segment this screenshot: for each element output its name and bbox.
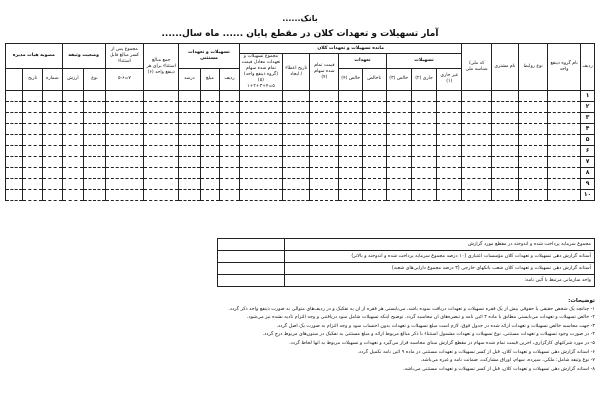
table-cell[interactable] bbox=[462, 157, 491, 168]
table-cell[interactable] bbox=[62, 179, 84, 190]
table-cell[interactable] bbox=[491, 102, 518, 113]
table-cell[interactable] bbox=[437, 179, 462, 190]
table-cell[interactable] bbox=[220, 135, 240, 146]
table-cell[interactable] bbox=[239, 135, 282, 146]
table-cell[interactable] bbox=[548, 135, 581, 146]
table-cell[interactable] bbox=[6, 168, 23, 179]
table-cell[interactable] bbox=[519, 179, 548, 190]
table-cell[interactable] bbox=[283, 102, 310, 113]
summary-value-field[interactable] bbox=[218, 263, 285, 275]
table-cell[interactable] bbox=[339, 91, 362, 102]
header-board-date: تاریخ bbox=[23, 68, 43, 90]
table-row bbox=[6, 190, 595, 201]
table-cell[interactable] bbox=[23, 91, 43, 102]
summary-row bbox=[218, 263, 595, 275]
table-cell[interactable] bbox=[462, 179, 491, 190]
table-cell[interactable] bbox=[362, 102, 386, 113]
table-cell[interactable] bbox=[548, 102, 581, 113]
table-cell[interactable] bbox=[220, 168, 240, 179]
table-cell[interactable] bbox=[437, 168, 462, 179]
table-cell[interactable] bbox=[200, 135, 220, 146]
table-cell[interactable] bbox=[548, 146, 581, 157]
table-cell[interactable] bbox=[519, 91, 548, 102]
table-cell[interactable] bbox=[283, 168, 310, 179]
table-cell[interactable] bbox=[239, 179, 282, 190]
table-cell[interactable] bbox=[200, 179, 220, 190]
table-cell[interactable] bbox=[339, 102, 362, 113]
table-cell[interactable] bbox=[42, 113, 62, 124]
table-cell[interactable] bbox=[42, 102, 62, 113]
summary-value-field[interactable] bbox=[218, 251, 285, 263]
table-cell[interactable] bbox=[105, 113, 144, 124]
table-cell[interactable] bbox=[105, 146, 144, 157]
table-cell[interactable] bbox=[220, 179, 240, 190]
table-cell[interactable] bbox=[283, 91, 310, 102]
header-total-ratio-label: مجموع تسهیلات و تعهدات معادل قیمت تمام شده سهام (گروه ذینفع واحد) (۵) bbox=[241, 54, 281, 83]
table-cell[interactable] bbox=[239, 91, 282, 102]
table-cell[interactable] bbox=[179, 102, 201, 113]
header-exempt-sum: جمع مبالغ استثناء برای هر ذینفع واحد (۶) bbox=[144, 44, 179, 91]
table-cell[interactable] bbox=[239, 190, 282, 201]
table-cell[interactable] bbox=[310, 135, 339, 146]
table-cell[interactable] bbox=[283, 124, 310, 135]
table-cell[interactable] bbox=[105, 168, 144, 179]
table-cell[interactable] bbox=[339, 168, 362, 179]
header-net-total: مجموع پس از کسر مبالغ قابل استثناء bbox=[105, 44, 144, 69]
table-cell[interactable] bbox=[437, 135, 462, 146]
table-cell[interactable] bbox=[220, 157, 240, 168]
table-cell[interactable] bbox=[179, 91, 201, 102]
table-cell[interactable] bbox=[362, 168, 386, 179]
table-cell[interactable] bbox=[179, 168, 201, 179]
table-cell[interactable] bbox=[239, 157, 282, 168]
table-cell[interactable] bbox=[411, 113, 436, 124]
table-cell[interactable] bbox=[310, 146, 339, 157]
table-cell[interactable] bbox=[23, 135, 43, 146]
table-cell[interactable] bbox=[144, 190, 179, 201]
table-cell[interactable] bbox=[362, 113, 386, 124]
header-commit-gross: ناخالص bbox=[362, 68, 386, 90]
table-row bbox=[6, 124, 595, 135]
note-item: ۵- در مورد شرکتهای کارگزاری، آخرین قیمت تمام شده سهام در مقطع گزارش مبنای محاسبه قرار می‌گیرد و تعهدات و تسهیلات مربوط به آنها لحاظ گردد. bbox=[289, 340, 595, 346]
table-cell[interactable] bbox=[437, 124, 462, 135]
table-cell[interactable] bbox=[519, 135, 548, 146]
table-cell[interactable] bbox=[411, 146, 436, 157]
header-loans-subgroup: تسهیلات bbox=[386, 54, 462, 69]
table-cell[interactable] bbox=[437, 157, 462, 168]
table-cell[interactable] bbox=[310, 91, 339, 102]
table-cell[interactable] bbox=[200, 190, 220, 201]
table-cell[interactable] bbox=[105, 190, 144, 201]
table-cell[interactable] bbox=[62, 146, 84, 157]
table-cell[interactable] bbox=[42, 124, 62, 135]
table-cell[interactable] bbox=[144, 91, 179, 102]
table-cell[interactable] bbox=[105, 91, 144, 102]
table-cell[interactable] bbox=[220, 113, 240, 124]
header-balance-group: مانده تسهیلات و تعهدات کلان bbox=[239, 44, 462, 54]
table-cell[interactable] bbox=[411, 179, 436, 190]
table-row bbox=[6, 179, 595, 190]
table-cell[interactable] bbox=[310, 157, 339, 168]
table-cell[interactable] bbox=[519, 102, 548, 113]
row-number: ۱ bbox=[581, 91, 595, 102]
document-title: آمار تسهیلات و تعهدات کلان در مقطع پایان ...... ماه سال...... bbox=[161, 29, 439, 39]
row-number: ۳ bbox=[581, 113, 595, 124]
header-group-name: نام گروه ذینفع واحد bbox=[548, 44, 581, 91]
table-cell[interactable] bbox=[84, 124, 105, 135]
table-cell[interactable] bbox=[84, 102, 105, 113]
table-cell[interactable] bbox=[105, 179, 144, 190]
table-cell[interactable] bbox=[362, 91, 386, 102]
header-total-ratio-formula: ۵=۱+۲+۳+۴ bbox=[247, 84, 275, 89]
table-cell[interactable] bbox=[144, 168, 179, 179]
table-cell[interactable] bbox=[220, 146, 240, 157]
table-cell[interactable] bbox=[239, 113, 282, 124]
table-cell[interactable] bbox=[283, 179, 310, 190]
table-cell[interactable] bbox=[411, 168, 436, 179]
summary-row bbox=[218, 275, 595, 287]
summary-value-field[interactable] bbox=[218, 275, 285, 287]
table-cell[interactable] bbox=[283, 157, 310, 168]
table-cell[interactable] bbox=[462, 146, 491, 157]
table-cell[interactable] bbox=[462, 124, 491, 135]
table-cell[interactable] bbox=[339, 190, 362, 201]
table-cell[interactable] bbox=[62, 135, 84, 146]
table-cell[interactable] bbox=[84, 113, 105, 124]
table-cell[interactable] bbox=[519, 168, 548, 179]
table-cell[interactable] bbox=[437, 102, 462, 113]
row-number: ۱۰ bbox=[581, 190, 595, 201]
table-cell[interactable] bbox=[362, 146, 386, 157]
table-cell[interactable] bbox=[23, 179, 43, 190]
table-cell[interactable] bbox=[462, 190, 491, 201]
table-cell[interactable] bbox=[437, 113, 462, 124]
note-item: ۲- خالص تسهیلات و تعهدات می‌بایستی مطابق با ماده ۳ آئین نامه و تبصره‌های آن محاسبه گردد. توضیح اینکه تسهیلات شامل سود دریافتنی و وجه التزام تأدیه نشده نیز می‌شود. bbox=[246, 315, 595, 321]
table-cell[interactable] bbox=[239, 168, 282, 179]
table-cell[interactable] bbox=[283, 146, 310, 157]
note-item: ۶- آستانه گزارش دهی تسهیلات و تعهدات کلان، قبل از کسر تسهیلات و تعهدات مستثنی در ماده ۹ آئین نامه تکمیل گردد. bbox=[357, 349, 595, 355]
table-cell[interactable] bbox=[491, 91, 518, 102]
header-loans-net: خالص (۳) bbox=[386, 68, 411, 90]
header-nonperforming: غیر جاری (۱) bbox=[437, 68, 462, 90]
table-cell[interactable] bbox=[548, 91, 581, 102]
table-cell[interactable] bbox=[462, 168, 491, 179]
summary-label: آستانه گزارش دهی تسهیلات و تعهدات کلان مؤسسات اعتباری (۱۰ درصد مجموع سرمایه پرداخت شده و اندوخته و بالاتر) bbox=[285, 251, 595, 263]
table-cell[interactable] bbox=[491, 157, 518, 168]
table-cell[interactable] bbox=[62, 113, 84, 124]
table-cell[interactable] bbox=[23, 168, 43, 179]
row-number: ۵ bbox=[581, 135, 595, 146]
table-cell[interactable] bbox=[548, 168, 581, 179]
table-cell[interactable] bbox=[339, 146, 362, 157]
table-cell[interactable] bbox=[42, 146, 62, 157]
table-cell[interactable] bbox=[310, 102, 339, 113]
table-cell[interactable] bbox=[200, 168, 220, 179]
table-cell[interactable] bbox=[23, 113, 43, 124]
table-cell[interactable] bbox=[386, 190, 411, 201]
summary-label: مجموع سرمایه پرداخت شده و اندوخته در مقطع مورد گزارش bbox=[285, 239, 595, 251]
row-number: ۴ bbox=[581, 124, 595, 135]
table-cell[interactable] bbox=[144, 113, 179, 124]
table-cell[interactable] bbox=[386, 146, 411, 157]
table-cell[interactable] bbox=[548, 179, 581, 190]
table-cell[interactable] bbox=[144, 157, 179, 168]
table-cell[interactable] bbox=[23, 124, 43, 135]
table-cell[interactable] bbox=[310, 179, 339, 190]
header-exempt-percent: درصد bbox=[179, 68, 201, 90]
note-item: ۳- جهت محاسبه خالص تسهیلات و تعهدات ارائه شده در جدول فوق، لازم است مبلغ تسهیلات و تعهدات بدون احتساب سود و وجه التزام به صورت یک اصل گردد. bbox=[276, 323, 595, 329]
header-row-number: ردیف bbox=[581, 44, 595, 91]
table-cell[interactable] bbox=[386, 102, 411, 113]
table-cell[interactable] bbox=[283, 190, 310, 201]
table-row bbox=[6, 102, 595, 113]
table-cell[interactable] bbox=[220, 190, 240, 201]
bank-name-line: بانک...... bbox=[282, 14, 318, 23]
table-cell[interactable] bbox=[462, 113, 491, 124]
table-cell[interactable] bbox=[519, 190, 548, 201]
header-exempt-group: تسهیلات و تعهدات مستثنی bbox=[179, 44, 240, 69]
header-collateral-group: وضعیت وثیقه bbox=[62, 44, 105, 69]
table-cell[interactable] bbox=[283, 113, 310, 124]
summary-label: آستانه گزارش دهی تسهیلات و تعهدات کلان شعب بانکهای خارجی (۳ درصد مجموع دارایی‌های شعبه) bbox=[285, 263, 595, 275]
table-cell[interactable] bbox=[200, 113, 220, 124]
table-row bbox=[6, 135, 595, 146]
header-board-approval-group: مصوبه هیات مدیره bbox=[6, 44, 63, 69]
table-cell[interactable] bbox=[179, 190, 201, 201]
table-cell[interactable] bbox=[200, 124, 220, 135]
row-number: ۲ bbox=[581, 102, 595, 113]
table-cell[interactable] bbox=[491, 146, 518, 157]
table-cell[interactable] bbox=[386, 124, 411, 135]
table-cell[interactable] bbox=[62, 124, 84, 135]
table-cell[interactable] bbox=[179, 179, 201, 190]
table-cell[interactable] bbox=[411, 102, 436, 113]
table-cell[interactable] bbox=[6, 113, 23, 124]
table-cell[interactable] bbox=[6, 135, 23, 146]
table-cell[interactable] bbox=[6, 190, 23, 201]
table-cell[interactable] bbox=[42, 135, 62, 146]
table-cell[interactable] bbox=[23, 190, 43, 201]
summary-label: واحد سازمانی مرتبط با آئین نامه: bbox=[285, 275, 595, 287]
note-item: ۱- چنانچه یک شخص حقیقی یا حقوقی بیش از یک فقره تسهیلات و تعهدات دریافت نموده باشد، می‌بایستی هر فقره از آن به تفکیک و در ردیف‌های متوالی به صورت ذینفع واحد ذکر گردد. bbox=[228, 306, 595, 312]
table-cell[interactable] bbox=[62, 102, 84, 113]
table-cell[interactable] bbox=[42, 190, 62, 201]
table-cell[interactable] bbox=[437, 146, 462, 157]
table-cell[interactable] bbox=[179, 135, 201, 146]
table-cell[interactable] bbox=[386, 179, 411, 190]
table-cell[interactable] bbox=[42, 91, 62, 102]
header-exempt-amount: مبلغ bbox=[200, 68, 220, 90]
row-number: ۶ bbox=[581, 146, 595, 157]
table-cell[interactable] bbox=[84, 157, 105, 168]
table-cell[interactable] bbox=[548, 113, 581, 124]
table-cell[interactable] bbox=[42, 179, 62, 190]
table-cell[interactable] bbox=[84, 91, 105, 102]
table-cell[interactable] bbox=[362, 190, 386, 201]
table-cell[interactable] bbox=[144, 102, 179, 113]
table-cell[interactable] bbox=[339, 124, 362, 135]
table-row bbox=[6, 91, 595, 102]
header-current: جاری (۲) bbox=[411, 68, 436, 90]
table-cell[interactable] bbox=[23, 146, 43, 157]
summary-table bbox=[217, 238, 595, 287]
table-cell[interactable] bbox=[42, 168, 62, 179]
table-cell[interactable] bbox=[62, 168, 84, 179]
header-commit-net: خالص (۴) bbox=[339, 68, 362, 90]
summary-row bbox=[218, 251, 595, 263]
table-cell[interactable] bbox=[491, 168, 518, 179]
row-number: ۸ bbox=[581, 168, 595, 179]
table-cell[interactable] bbox=[200, 102, 220, 113]
table-cell[interactable] bbox=[548, 124, 581, 135]
table-cell[interactable] bbox=[239, 146, 282, 157]
table-cell[interactable] bbox=[179, 124, 201, 135]
table-cell[interactable] bbox=[310, 190, 339, 201]
table-cell[interactable] bbox=[411, 157, 436, 168]
table-row bbox=[6, 113, 595, 124]
header-exempt-row: ردیف bbox=[220, 68, 240, 90]
note-item: ۴- در صورت وجود تسهیلات و تعهدات مستثنی، نوع تسهیلات و تعهدات مشمول استثناء با ذکر مبالغ مربوط ارائه و مبلغ مستثنی به تفکیک در ستون‌های مربوط درج گردد. bbox=[262, 332, 595, 338]
header-relation-type: نوع روابط bbox=[519, 44, 548, 91]
table-cell[interactable] bbox=[362, 135, 386, 146]
table-cell[interactable] bbox=[200, 91, 220, 102]
table-cell[interactable] bbox=[548, 157, 581, 168]
table-cell[interactable] bbox=[6, 91, 23, 102]
table-cell[interactable] bbox=[220, 124, 240, 135]
row-number: ۹ bbox=[581, 179, 595, 190]
table-cell[interactable] bbox=[144, 146, 179, 157]
table-cell[interactable] bbox=[411, 124, 436, 135]
notes-section bbox=[5, 297, 595, 374]
header-national-id: کد ملی/ شناسه ملی bbox=[462, 44, 491, 91]
header-grant-date: تاریخ اعطاء / ایجاد bbox=[283, 54, 310, 91]
table-row bbox=[6, 168, 595, 179]
table-cell[interactable] bbox=[144, 179, 179, 190]
table-cell[interactable] bbox=[23, 157, 43, 168]
table-cell[interactable] bbox=[62, 190, 84, 201]
header-collateral-type: نوع bbox=[84, 68, 105, 90]
header-collateral-value: ارزش bbox=[62, 68, 84, 90]
notes-heading: توضیحات: bbox=[568, 298, 595, 304]
loans-table bbox=[5, 43, 595, 201]
table-cell[interactable] bbox=[519, 124, 548, 135]
table-cell[interactable] bbox=[386, 113, 411, 124]
table-cell[interactable] bbox=[23, 102, 43, 113]
table-cell[interactable] bbox=[339, 157, 362, 168]
table-cell[interactable] bbox=[386, 168, 411, 179]
table-cell[interactable] bbox=[386, 135, 411, 146]
table-cell[interactable] bbox=[220, 91, 240, 102]
table-cell[interactable] bbox=[411, 190, 436, 201]
table-cell[interactable] bbox=[519, 157, 548, 168]
table-cell[interactable] bbox=[105, 157, 144, 168]
header-total-ratio bbox=[239, 54, 282, 91]
header-board-number: شماره bbox=[42, 68, 62, 90]
header-customer-name: نام مشتری bbox=[491, 44, 518, 91]
table-cell[interactable] bbox=[239, 124, 282, 135]
note-item: ۸- آستانه گزارش دهی تسهیلات و تعهدات کلان، قبل از کسر تسهیلات و تعهدات مستثنی می‌باشد. bbox=[403, 366, 595, 372]
table-cell[interactable] bbox=[491, 135, 518, 146]
table-cell[interactable] bbox=[283, 135, 310, 146]
table-cell[interactable] bbox=[310, 113, 339, 124]
table-cell[interactable] bbox=[339, 135, 362, 146]
table-cell[interactable] bbox=[548, 190, 581, 201]
table-cell[interactable] bbox=[84, 190, 105, 201]
summary-row bbox=[218, 239, 595, 251]
table-cell[interactable] bbox=[462, 102, 491, 113]
table-cell[interactable] bbox=[179, 113, 201, 124]
table-cell[interactable] bbox=[6, 102, 23, 113]
note-item: ۷- نوع وثیقه شامل: ملکی، سپرده، سهام، اوراق مشارکت، ضمانت نامه و غیره می‌باشد. bbox=[420, 358, 595, 364]
table-cell[interactable] bbox=[491, 113, 518, 124]
table-cell[interactable] bbox=[462, 135, 491, 146]
table-cell[interactable] bbox=[411, 135, 436, 146]
header-board-extra bbox=[6, 68, 23, 90]
table-cell[interactable] bbox=[411, 91, 436, 102]
table-cell[interactable] bbox=[42, 157, 62, 168]
table-cell[interactable] bbox=[339, 113, 362, 124]
table-cell[interactable] bbox=[339, 179, 362, 190]
table-cell[interactable] bbox=[200, 146, 220, 157]
table-row bbox=[6, 157, 595, 168]
table-cell[interactable] bbox=[437, 190, 462, 201]
table-cell[interactable] bbox=[200, 157, 220, 168]
table-cell[interactable] bbox=[144, 135, 179, 146]
table-cell[interactable] bbox=[491, 179, 518, 190]
header-commitments-subgroup: تعهدات bbox=[339, 54, 386, 69]
table-cell[interactable] bbox=[84, 168, 105, 179]
table-cell[interactable] bbox=[105, 135, 144, 146]
table-cell[interactable] bbox=[105, 124, 144, 135]
table-cell[interactable] bbox=[105, 102, 144, 113]
table-cell[interactable] bbox=[491, 124, 518, 135]
table-cell[interactable] bbox=[179, 157, 201, 168]
table-cell[interactable] bbox=[362, 157, 386, 168]
table-cell[interactable] bbox=[362, 124, 386, 135]
table-cell[interactable] bbox=[6, 179, 23, 190]
table-row bbox=[6, 146, 595, 157]
table-cell[interactable] bbox=[462, 91, 491, 102]
table-cell[interactable] bbox=[239, 102, 282, 113]
table-cell[interactable] bbox=[310, 124, 339, 135]
table-cell[interactable] bbox=[519, 113, 548, 124]
table-cell[interactable] bbox=[220, 102, 240, 113]
table-cell[interactable] bbox=[84, 135, 105, 146]
table-cell[interactable] bbox=[6, 157, 23, 168]
table-cell[interactable] bbox=[144, 124, 179, 135]
table-cell[interactable] bbox=[6, 146, 23, 157]
table-cell[interactable] bbox=[519, 146, 548, 157]
table-cell[interactable] bbox=[84, 146, 105, 157]
table-cell[interactable] bbox=[386, 157, 411, 168]
table-cell[interactable] bbox=[84, 179, 105, 190]
table-cell[interactable] bbox=[6, 124, 23, 135]
table-cell[interactable] bbox=[310, 168, 339, 179]
header-net-formula: ۷=۵-۶ bbox=[105, 68, 144, 90]
table-cell[interactable] bbox=[362, 179, 386, 190]
table-cell[interactable] bbox=[179, 146, 201, 157]
table-cell[interactable] bbox=[62, 91, 84, 102]
table-cell[interactable] bbox=[386, 91, 411, 102]
row-number: ۷ bbox=[581, 157, 595, 168]
header-shares-cost: قیمت تمام شده سهام (۴) bbox=[310, 54, 339, 91]
table-cell[interactable] bbox=[62, 157, 84, 168]
table-cell[interactable] bbox=[437, 91, 462, 102]
table-cell[interactable] bbox=[491, 190, 518, 201]
summary-value-field[interactable] bbox=[218, 239, 285, 251]
